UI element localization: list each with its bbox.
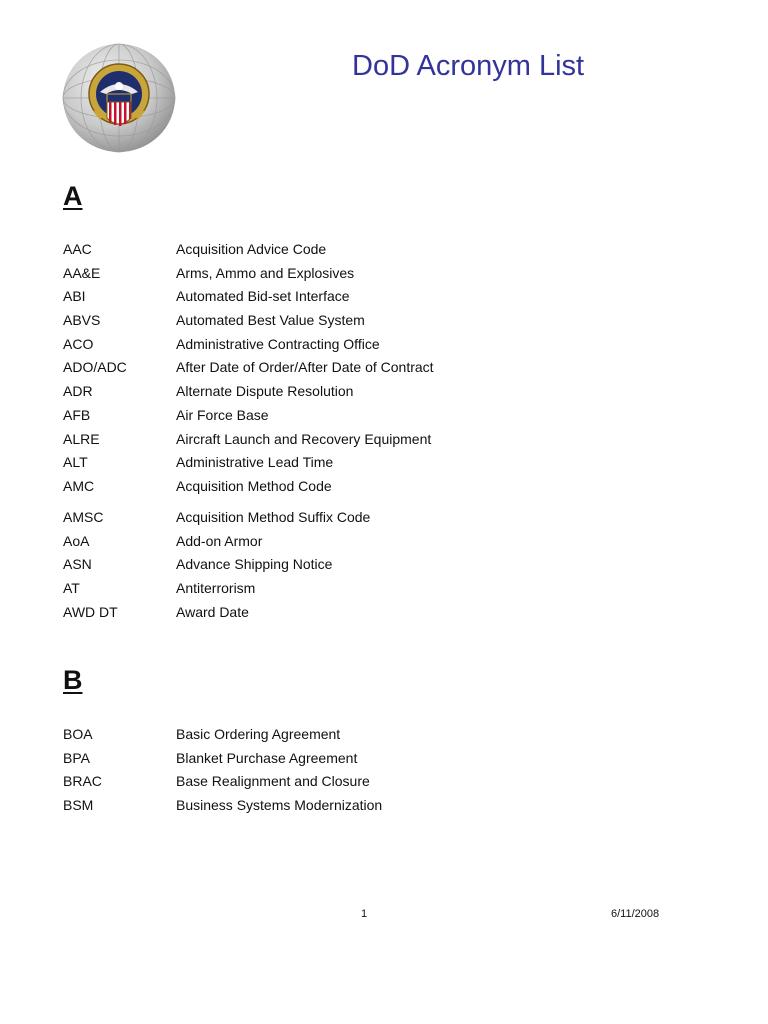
- section-letter-b: B: [63, 665, 83, 695]
- acronym-term: ADR: [63, 383, 93, 400]
- acronym-term: ACO: [63, 335, 94, 352]
- acronym-term: AAC: [63, 241, 92, 257]
- acronym-term: ASN: [63, 556, 92, 573]
- acronym-term: BPA: [63, 749, 90, 766]
- acronym-term: AMSC: [63, 509, 104, 526]
- acronym-term: AoA: [63, 532, 90, 549]
- acronym-term: ABVS: [63, 312, 101, 329]
- acronym-term: AT: [63, 580, 80, 597]
- seal-graphic: [60, 42, 178, 154]
- acronym-definition: Acquisition Method Code: [176, 477, 332, 494]
- acronym-term: ABI: [63, 288, 86, 305]
- page-number: 1: [361, 908, 368, 920]
- acronym-term: ALRE: [63, 430, 100, 447]
- acronym-term: AWD DT: [63, 603, 118, 620]
- acronym-term: BOA: [63, 726, 93, 742]
- acronym-definition: Administrative Contracting Office: [176, 335, 380, 352]
- acronym-definition: After Date of Order/After Date of Contract: [176, 359, 434, 376]
- acronym-definition: Acquisition Advice Code: [176, 241, 327, 257]
- acronym-definition: Basic Ordering Agreement: [176, 726, 341, 742]
- acronym-definition: Base Realignment and Closure: [176, 773, 370, 790]
- acronym-definition: Blanket Purchase Agreement: [176, 749, 358, 766]
- acronym-definition: Advance Shipping Notice: [176, 556, 333, 573]
- acronym-definition: Add-on Armor: [176, 532, 263, 549]
- acronym-definition: Administrative Lead Time: [176, 454, 334, 471]
- acronym-term: BSM: [63, 797, 94, 814]
- acronym-definition: Air Force Base: [176, 406, 269, 423]
- acronym-definition: Automated Bid-set Interface: [176, 288, 350, 305]
- acronym-definition: Acquisition Method Suffix Code: [176, 509, 371, 526]
- acronym-term: ADO/ADC: [63, 359, 127, 376]
- acronym-definition: Aircraft Launch and Recovery Equipment: [176, 430, 432, 447]
- acronym-definition: Antiterrorism: [176, 580, 256, 597]
- acronym-term: AA&E: [63, 264, 101, 281]
- acronym-definition: Business Systems Modernization: [176, 797, 383, 814]
- acronym-term: AMC: [63, 477, 95, 494]
- acronym-term: AFB: [63, 406, 91, 423]
- acronym-definition: Automated Best Value System: [176, 312, 365, 329]
- page-title: DoD Acronym List: [352, 50, 585, 82]
- acronym-term: BRAC: [63, 773, 102, 790]
- footer-date: 6/11/2008: [611, 908, 660, 920]
- dla-seal-icon: [60, 42, 178, 154]
- acronym-definition: Alternate Dispute Resolution: [176, 383, 354, 400]
- acronym-definition: Award Date: [176, 603, 249, 620]
- acronym-definition: Arms, Ammo and Explosives: [176, 264, 355, 281]
- section-letter-a: A: [63, 181, 83, 211]
- acronym-term: ALT: [63, 454, 88, 471]
